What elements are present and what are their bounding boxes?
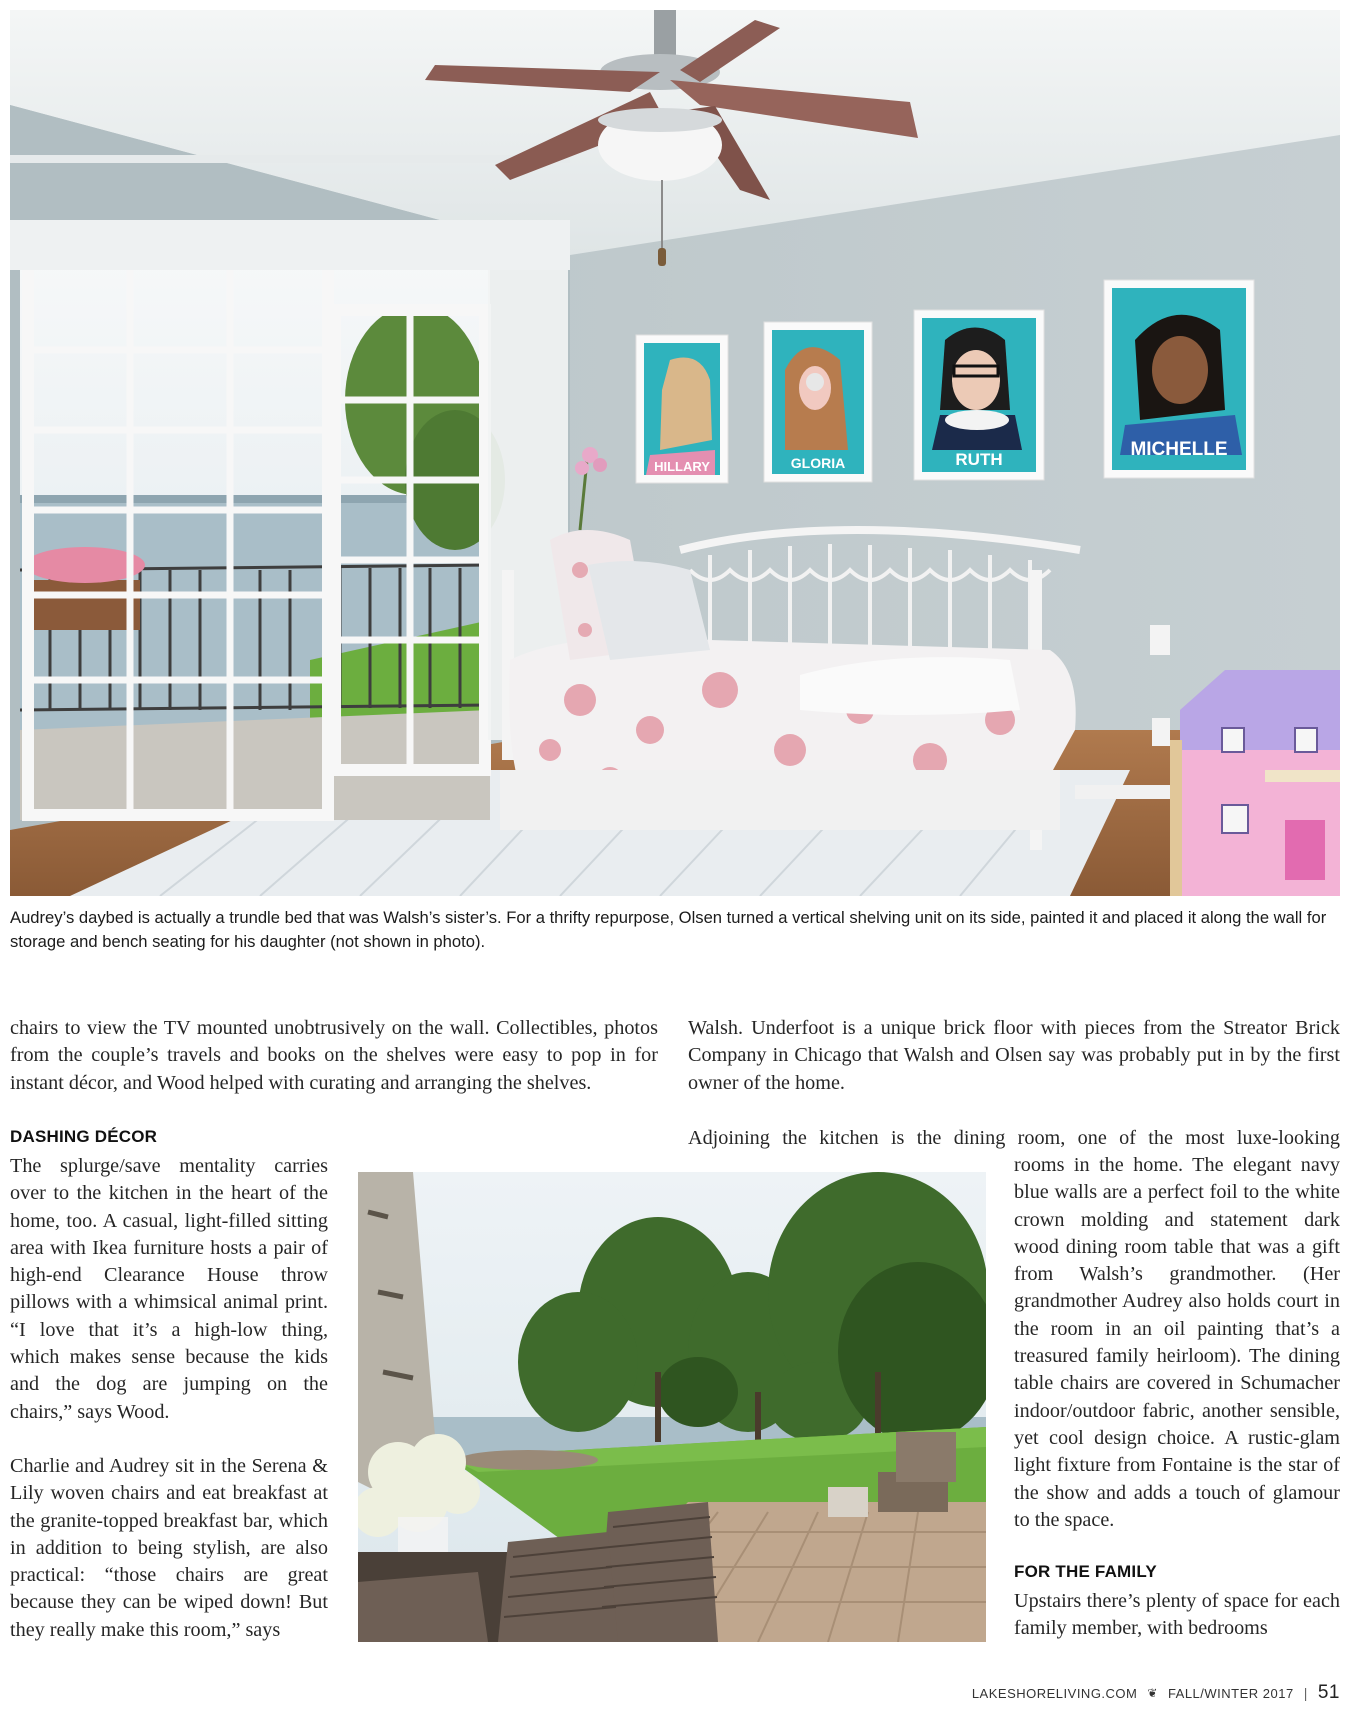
poster-michelle	[1104, 280, 1254, 478]
page-footer	[972, 1682, 1340, 1704]
poster-hillary	[636, 335, 728, 483]
column-right-tail	[1014, 1588, 1340, 1643]
paragraph: Charlie and Audrey sit in the Serena & Lily woven chairs and eat breakfast at the granite-topped breakfast bar, which in addition to being stylish, are also practical: “those chairs are great because they can be wiped down! But they really make this room,” says	[10, 1454, 328, 1641]
french-doors	[10, 155, 570, 820]
column-right-body	[1014, 1152, 1340, 1534]
daybed	[500, 530, 1080, 850]
poster-gloria	[764, 322, 872, 482]
bedroom-photo-illustration	[10, 10, 1340, 896]
poster-label: MICHELLE	[1130, 439, 1228, 460]
paragraph: rooms in the home. The elegant navy blue walls are a perfect foil to the white crown molding and statement dark wood dining room table that was a gift from Walsh’s grandmother. (Her grandmother Audrey also holds court in the room in an oil painting that’s a treasured family heirloom). The dining table chairs are covered in Schumacher indoor/outdoor fabric, another sensible, yet cool design choice. A rustic-glam light fixture from Fontaine is the star of the show and adds a touch of glamour to the space.	[1014, 1154, 1340, 1531]
paragraph: Walsh. Underfoot is a unique brick floor with pieces from the Streator Brick Company in Chicago that Walsh and Olsen say was probably put in by the first owner of the home.	[688, 1017, 1340, 1094]
dollhouse	[1170, 670, 1340, 896]
paragraph-lead: Adjoining the kitchen is the dining room, one of the most luxe-looking	[688, 1127, 1340, 1149]
photo-caption: Audrey’s daybed is actually a trundle bed that was Walsh’s sister’s. For a thrifty repurpose, Olsen turned a vertical shelving unit on its side, painted it and placed it along the wall for storage and bench seating for his daughter (not shown in photo).	[10, 908, 1327, 951]
column-left-intro	[10, 1015, 658, 1097]
section-heading-dashing-decor: DASHING DÉCOR	[10, 1127, 158, 1146]
footer-site: LAKESHORELIVING.COM	[971, 1685, 1138, 1701]
patio-photo-illustration	[358, 1172, 986, 1642]
poster-label: HILLARY	[654, 459, 710, 474]
footer-leaf-icon: ❦	[1147, 1686, 1158, 1700]
column-right-intro	[688, 1015, 1340, 1097]
page-number: 51	[1317, 1682, 1340, 1703]
poster-label: RUTH	[955, 450, 1003, 469]
footer-divider: |	[1303, 1685, 1308, 1701]
paragraph: chairs to view the TV mounted unobtrusively on the wall. Collectibles, photos from the couple’s travels and books on the shelves were easy to pop in for instant décor, and Wood helped with curating and arranging the shelves.	[10, 1017, 658, 1094]
bedroom-photo	[10, 10, 1340, 896]
column-right-lead-line	[688, 1125, 1340, 1152]
light-switch	[1150, 625, 1170, 655]
paragraph: Upstairs there’s plenty of space for each family member, with bedrooms	[1014, 1590, 1340, 1640]
section-heading-for-the-family: FOR THE FAMILY	[1014, 1562, 1157, 1581]
poster-label: GLORIA	[790, 455, 846, 471]
patio-photo	[358, 1172, 986, 1642]
outlet	[1152, 718, 1170, 746]
poster-ruth	[914, 310, 1044, 480]
paragraph: The splurge/save mentality carries over to the kitchen in the heart of the home, too. A casual, light-filled sitting area with Ikea furniture hosts a pair of high-end Clearance House throw pillows with a whimsical animal print. “I love that it’s a high-low thing, which makes sense because the kids and the dog are jumping on the chairs,” says Wood.	[10, 1155, 328, 1423]
column-left-body	[10, 1153, 328, 1644]
footer-issue: FALL/WINTER 2017	[1167, 1685, 1294, 1701]
